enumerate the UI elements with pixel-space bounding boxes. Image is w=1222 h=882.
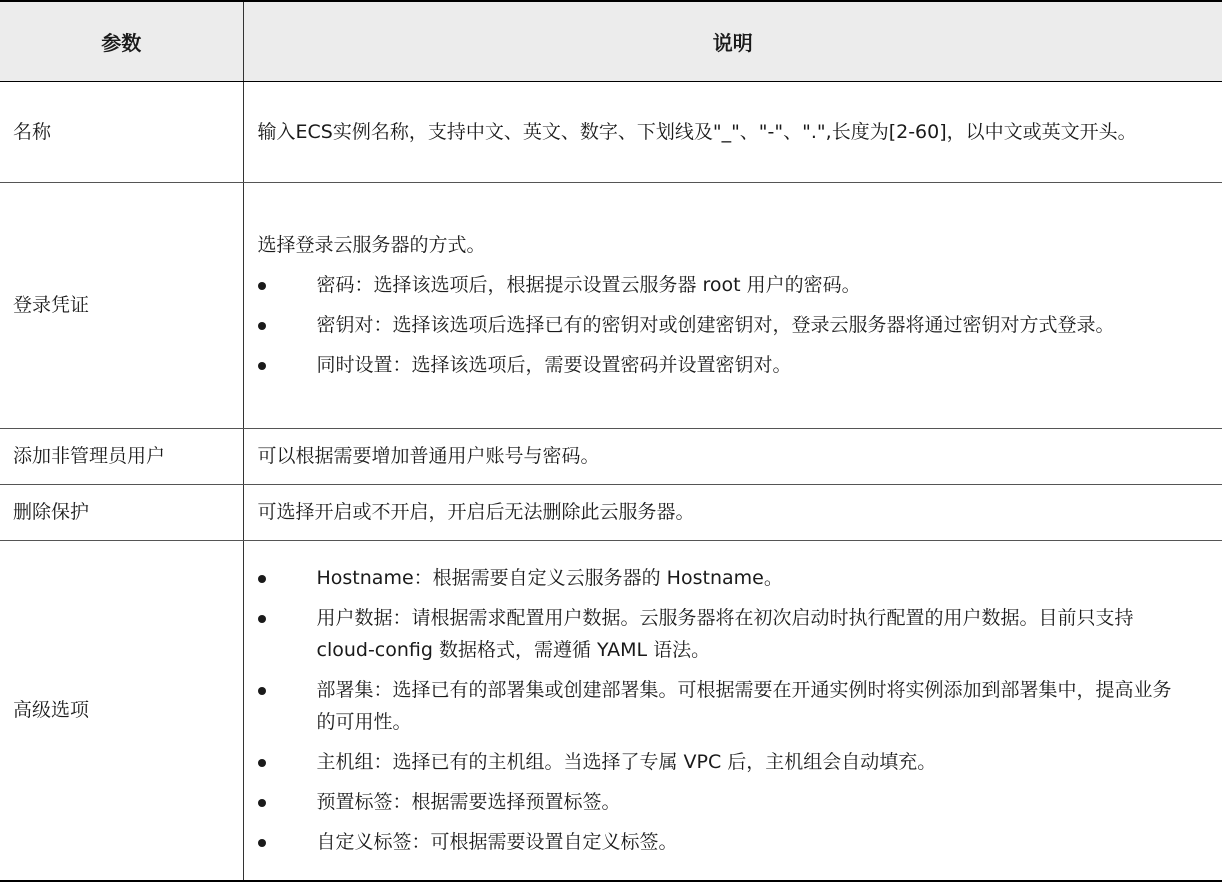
desc-text: 输入ECS实例名称，支持中文、英文、数字、下划线及"_"、"-"、".",长度为[2-60]，以中文或英文开头。 [257,120,1137,143]
bullet-icon [258,799,266,807]
list-item-text: 密码：选择该选项后，根据提示设置云服务器 root 用户的密码。 [316,274,861,296]
list-item [258,602,1188,666]
bullet-icon [258,362,266,370]
param-name: 添加非管理员用户 [0,428,243,484]
bullet-icon [258,575,266,583]
table-row [0,182,1222,428]
list-item-text: 密钥对：选择该选项后选择已有的密钥对或创建密钥对，登录云服务器将通过密钥对方式登录。 [316,314,1115,336]
list-item [258,349,1188,381]
bullet-icon [258,282,266,290]
list-item [258,562,1188,594]
bullet-icon [258,322,266,330]
list-item [258,674,1188,738]
list-item-text: 部署集：选择已有的部署集或创建部署集。可根据需要在开通实例时将实例添加到部署集中，提高业务的可用性。 [316,679,1172,734]
list-item-text: Hostname：根据需要自定义云服务器的 Hostname。 [316,567,783,590]
list-item-text: 主机组：选择已有的主机组。当选择了专属 VPC 后，主机组会自动填充。 [316,751,937,774]
header-param: 参数 [0,1,243,81]
desc-text: 可以根据需要增加普通用户账号与密码。 [257,445,600,467]
param-name: 高级选项 [0,540,243,881]
table-row [0,428,1222,484]
list-item [258,746,1188,778]
desc-cell [243,484,1222,540]
param-name: 登录凭证 [0,182,243,428]
header-desc: 说明 [243,1,1222,81]
header-row [0,1,1222,81]
param-name: 名称 [0,81,243,182]
table-row [0,540,1222,881]
bullet-list [258,562,1188,858]
desc-cell [243,540,1222,881]
bullet-icon [258,615,266,623]
list-item [258,826,1188,858]
list-item-text: 用户数据：请根据需求配置用户数据。云服务器将在初次启动时执行配置的用户数据。目前只支持 cloud-config 数据格式，需遵循 YAML 语法。 [316,607,1134,662]
list-item [258,309,1188,341]
desc-text: 可选择开启或不开启，开启后无法删除此云服务器。 [257,501,695,523]
list-item [258,269,1188,301]
list-item-text: 自定义标签：可根据需要设置自定义标签。 [316,831,678,854]
table-row [0,484,1222,540]
table-row [0,81,1222,182]
desc-cell [243,182,1222,428]
desc-cell [243,81,1222,182]
list-item [258,786,1188,818]
list-item-text: 同时设置：选择该选项后，需要设置密码并设置密钥对。 [316,354,792,376]
list-item-text: 预置标签：根据需要选择预置标签。 [316,791,621,814]
bullet-icon [258,759,266,767]
bullet-list [258,269,1188,381]
param-name: 删除保护 [0,484,243,540]
desc-intro: 选择登录云服务器的方式。 [257,234,486,256]
bullet-icon [258,839,266,847]
bullet-icon [258,687,266,695]
desc-cell [243,428,1222,484]
